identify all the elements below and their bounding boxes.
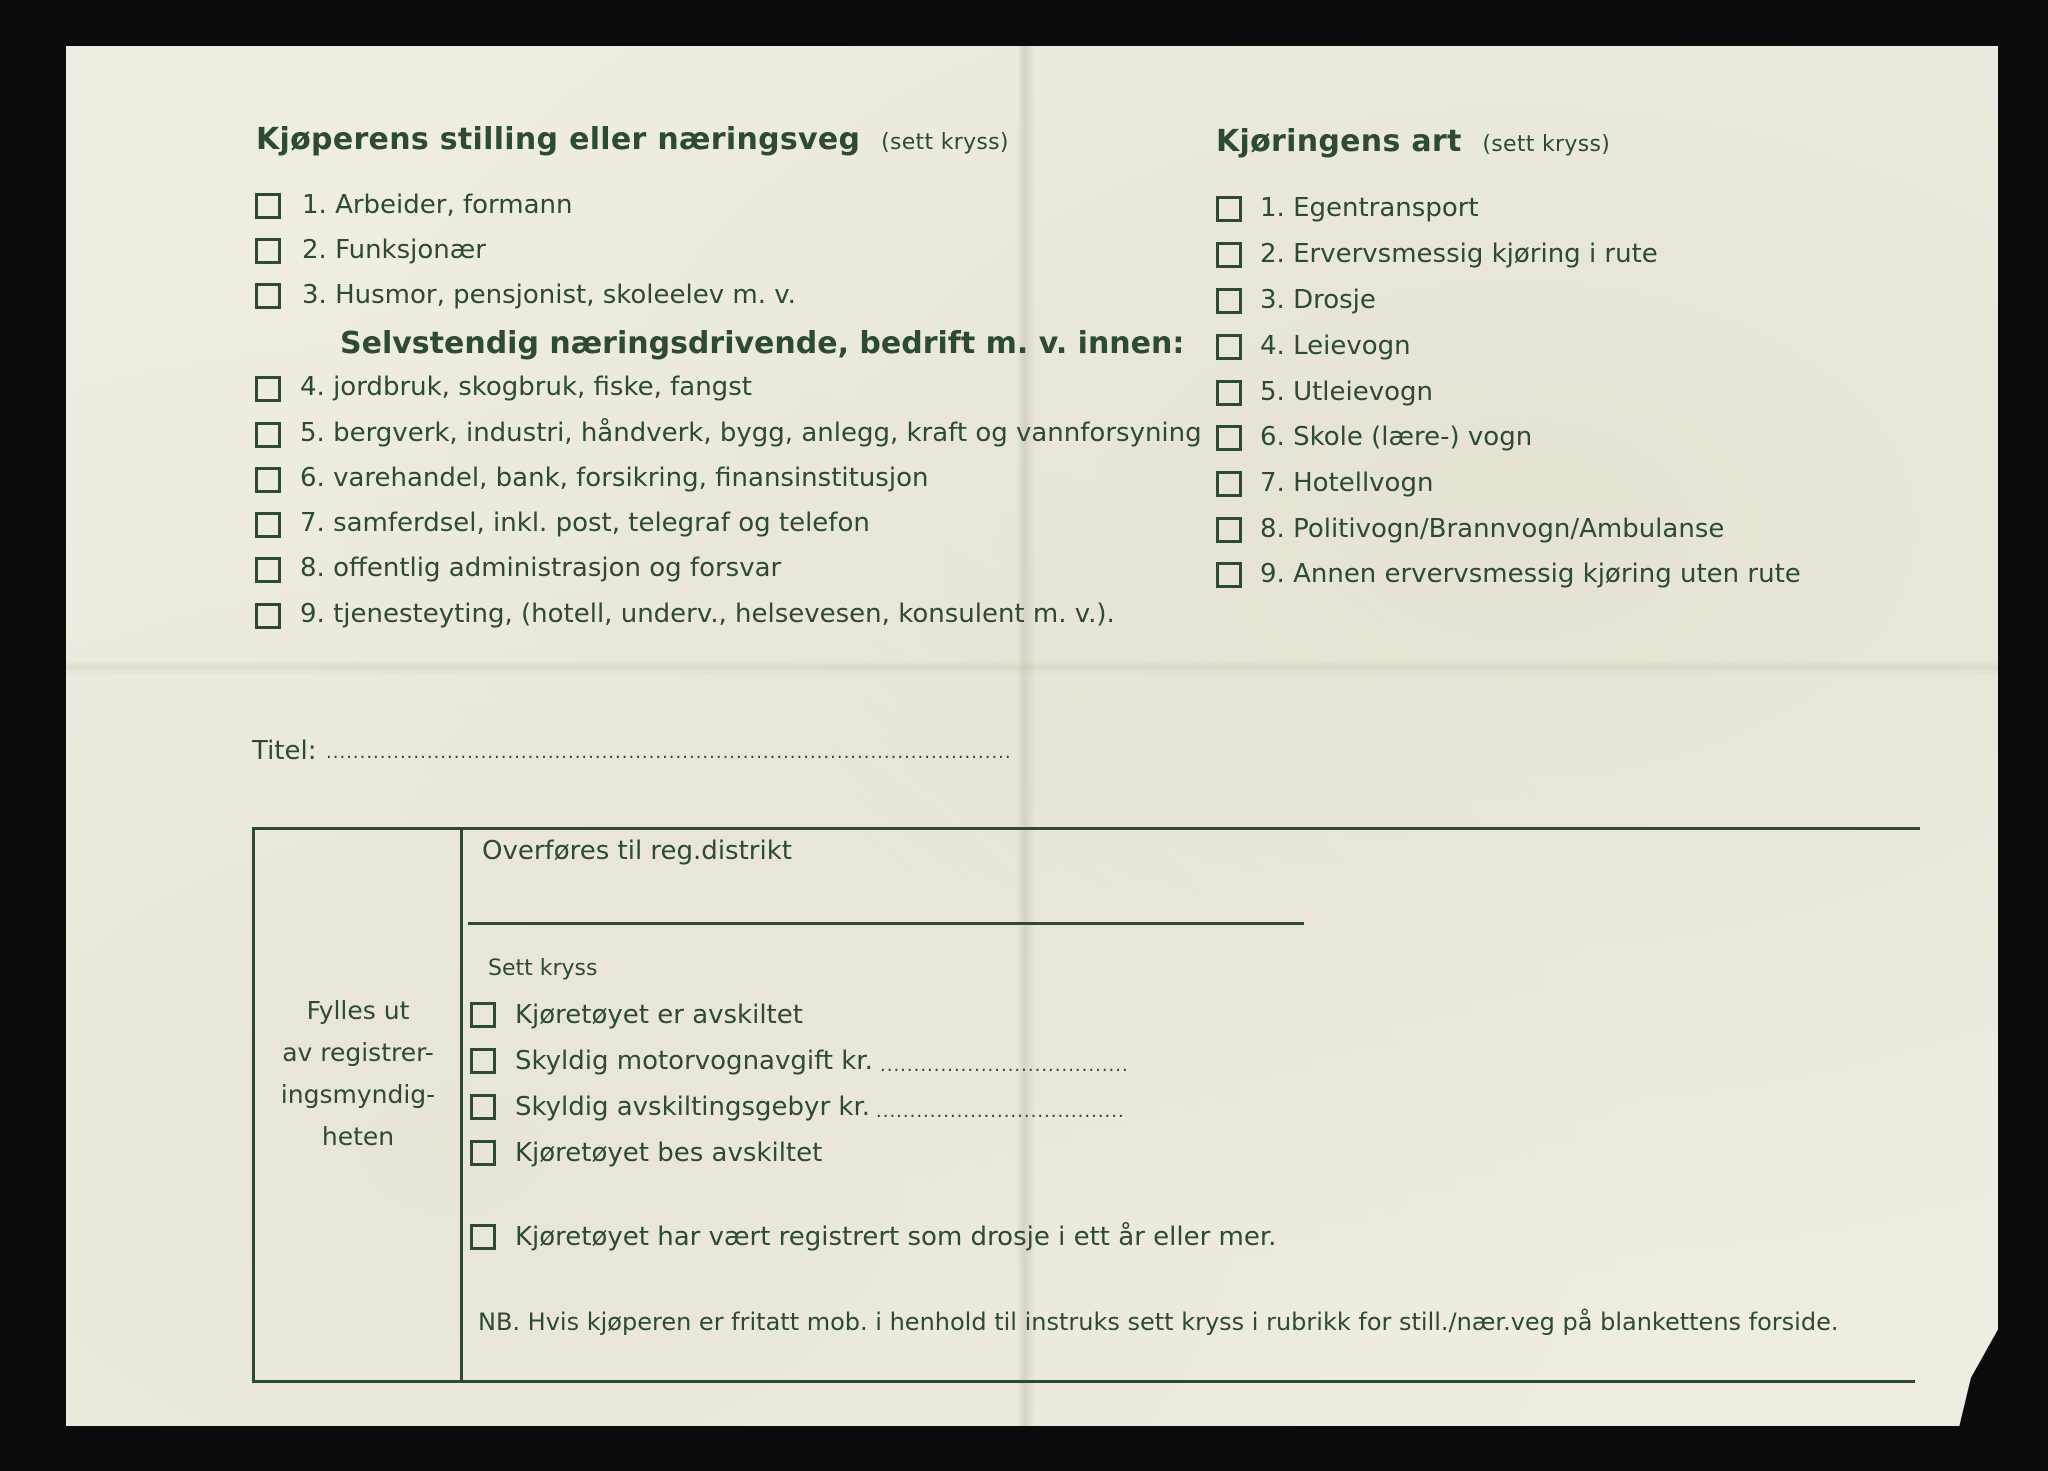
motorvognavgift-amount-field[interactable]: ..................................... — [880, 1055, 1129, 1076]
checkbox-hotellvogn[interactable] — [1216, 471, 1242, 497]
checkbox-bergverk[interactable] — [255, 422, 281, 448]
checkbox-utleievogn[interactable] — [1216, 380, 1242, 406]
right-title-text: Kjøringens art — [1216, 124, 1462, 159]
option-avskiltet: Kjøretøyet er avskiltet — [515, 1000, 803, 1030]
checkbox-politivogn[interactable] — [1216, 517, 1242, 543]
option-rute: 2. Ervervsmessig kjøring i rute — [1260, 239, 1658, 269]
titel-label: Titel: — [252, 736, 317, 766]
checkbox-drosje[interactable] — [1216, 288, 1242, 314]
checkbox-avskiltingsgebyr[interactable] — [470, 1094, 496, 1120]
checkbox-motorvognavgift[interactable] — [470, 1048, 496, 1074]
side-label-line-4: heten — [321, 1122, 395, 1151]
option-annen-kjoring: 9. Annen ervervsmessig kjøring uten rute — [1260, 559, 1801, 589]
right-title-hint: (sett kryss) — [1482, 132, 1611, 157]
sett-kryss-label: Sett kryss — [488, 956, 598, 981]
checkbox-leievogn[interactable] — [1216, 334, 1242, 360]
option-tjenesteyting: 9. tjenesteyting, (hotell, underv., helsevesen, konsulent m. v.). — [300, 599, 1115, 629]
option-politivogn: 8. Politivogn/Brannvogn/Ambulanse — [1260, 514, 1725, 544]
titel-field[interactable]: ...................................................................................................... — [326, 742, 1012, 763]
left-title-text: Kjøperens stilling eller næringsveg — [256, 122, 861, 157]
transfer-label: Overføres til reg.distrikt — [482, 836, 792, 866]
option-leievogn: 4. Leievogn — [1260, 331, 1411, 361]
side-label-line-1: Fylles ut — [306, 996, 410, 1025]
box-top-rule — [252, 827, 1920, 830]
checkbox-bes-avskiltet[interactable] — [470, 1140, 496, 1166]
nb-note: NB. Hvis kjøperen er fritatt mob. i henhold til instruks sett kryss i rubrikk for still./nær.veg på blankettens forside. — [478, 1308, 1839, 1336]
side-label-line-2: av registrer- — [282, 1038, 434, 1067]
checkbox-tjenesteyting[interactable] — [255, 603, 281, 629]
left-section-title — [256, 122, 1009, 157]
left-title-hint: (sett kryss) — [881, 130, 1009, 155]
checkbox-skolevogn[interactable] — [1216, 425, 1242, 451]
checkbox-offentlig[interactable] — [255, 557, 281, 583]
checkbox-egentransport[interactable] — [1216, 196, 1242, 222]
option-samferdsel: 7. samferdsel, inkl. post, telegraf og telefon — [300, 508, 870, 538]
option-hotellvogn: 7. Hotellvogn — [1260, 468, 1434, 498]
option-funksjonaer: 2. Funksjonær — [302, 235, 486, 265]
option-offentlig: 8. offentlig administrasjon og forsvar — [300, 553, 782, 583]
side-label-line-3: ingsmyndig- — [280, 1080, 436, 1109]
checkbox-avskiltet[interactable] — [470, 1002, 496, 1028]
registry-side-label — [253, 990, 463, 1158]
option-utleievogn: 5. Utleievogn — [1260, 377, 1434, 407]
checkbox-drosje-ett-aar[interactable] — [470, 1224, 496, 1250]
option-motorvognavgift: Skyldig motorvognavgift kr. — [515, 1046, 873, 1076]
checkbox-jordbruk[interactable] — [255, 376, 281, 402]
checkbox-rute[interactable] — [1216, 242, 1242, 268]
option-jordbruk: 4. jordbruk, skogbruk, fiske, fangst — [300, 372, 752, 402]
option-bes-avskiltet: Kjøretøyet bes avskiltet — [515, 1138, 823, 1168]
checkbox-arbeider[interactable] — [255, 193, 281, 219]
business-subheading: Selvstendig næringsdrivende, bedrift m. v. innen: — [340, 326, 1185, 361]
option-drosje: 3. Drosje — [1260, 285, 1376, 315]
option-varehandel: 6. varehandel, bank, forsikring, finansinstitusjon — [300, 463, 929, 493]
checkbox-samferdsel[interactable] — [255, 512, 281, 538]
checkbox-varehandel[interactable] — [255, 467, 281, 493]
avskiltingsgebyr-amount-field[interactable]: ..................................... — [876, 1101, 1125, 1122]
box-bottom-rule — [252, 1380, 1915, 1383]
checkbox-funksjonaer[interactable] — [255, 238, 281, 264]
checkbox-annen-kjoring[interactable] — [1216, 562, 1242, 588]
option-drosje-ett-aar: Kjøretøyet har vært registrert som drosje i ett år eller mer. — [515, 1222, 1277, 1252]
option-skolevogn: 6. Skole (lære-) vogn — [1260, 422, 1533, 452]
right-section-title — [1216, 124, 1610, 159]
option-avskiltingsgebyr: Skyldig avskiltingsgebyr kr. — [515, 1092, 871, 1122]
option-bergverk: 5. bergverk, industri, håndverk, bygg, anlegg, kraft og vannforsyning — [300, 418, 1202, 448]
option-egentransport: 1. Egentransport — [1260, 193, 1479, 223]
checkbox-husmor[interactable] — [255, 283, 281, 309]
transfer-district-field[interactable] — [468, 922, 1304, 925]
option-husmor: 3. Husmor, pensjonist, skoleelev m. v. — [302, 280, 796, 310]
option-arbeider: 1. Arbeider, formann — [302, 190, 573, 220]
